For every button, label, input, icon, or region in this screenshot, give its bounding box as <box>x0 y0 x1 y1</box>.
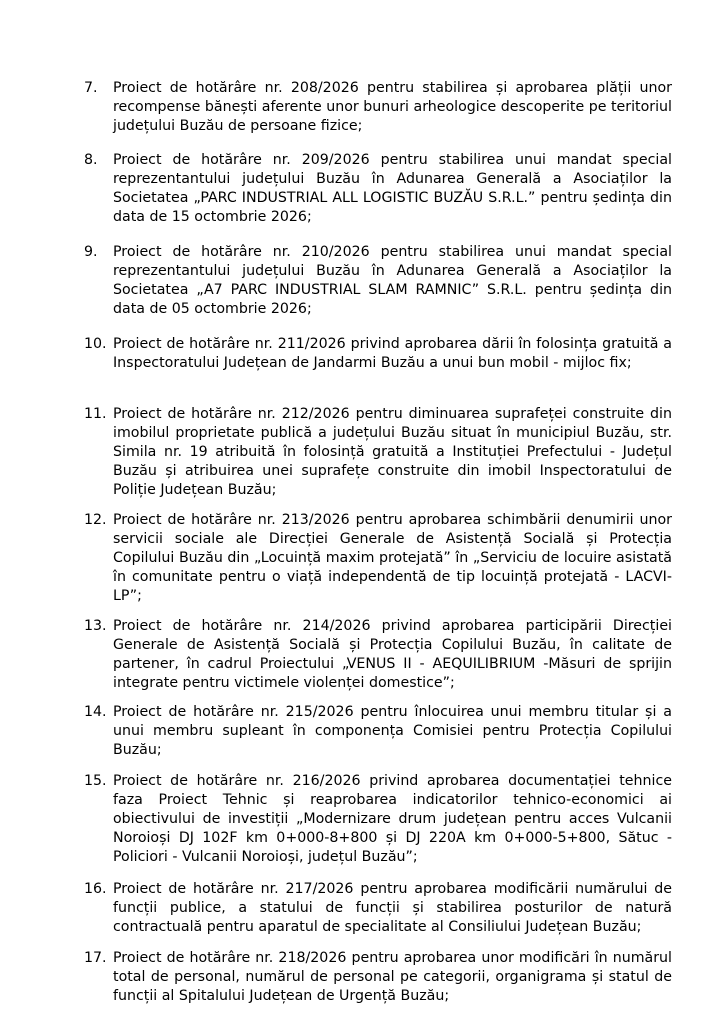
item-number: 14. <box>84 704 107 720</box>
item-text: Proiect de hotărâre nr. 211/2026 privind aprobarea dării în folosința gratuită a Inspectoratului Județean de Jandarmi Buzău a unui bun mobil - mijloc fix; <box>113 336 672 371</box>
item-text: Proiect de hotărâre nr. 208/2026 pentru stabilirea și aprobarea plății unor recompense bănești aferente unor bunuri arheologice descoperite pe teritoriul județului Buzău de persoane fizice; <box>113 80 672 134</box>
item-text: Proiect de hotărâre nr. 217/2026 pentru aprobarea modificării numărului de funcții publice, a statului de funcții și stabilirea posturilor de natură contractuală pentru aparatul de specialitate al Consiliului Județean Buzău; <box>113 881 672 935</box>
item-text: Proiect de hotărâre nr. 213/2026 pentru aprobarea schimbării denumirii unor servicii sociale ale Direcției Generale de Asistență Socială și Protecția Copilului Buzău din „Locuință maxim protejată” în „Serviciu de locuire asistată în comunitate pentru o viață independentă de tip locuință protejată - LACVI-LP”; <box>113 512 672 604</box>
item-number: 7. <box>84 80 98 96</box>
item-number: 13. <box>84 618 107 634</box>
item-number: 9. <box>84 244 98 260</box>
item-number: 11. <box>84 406 107 422</box>
item-number: 10. <box>84 336 107 352</box>
item-text: Proiect de hotărâre nr. 216/2026 privind aprobarea documentației tehnice faza Proiect Tehnic și reaprobarea indicatorilor tehnico-economici ai obiectivului de investiții „Modernizare drum județean pentru acces Vulcanii Noroioși DJ 102F km 0+000-8+800 și DJ 220A km 0+000-5+800, Sătuc - Policiori - Vulcanii Noroioși, județul Buzău”; <box>113 773 672 865</box>
item-text: Proiect de hotărâre nr. 209/2026 pentru stabilirea unui mandat special reprezentantului județului Buzău în Adunarea Generală a Asociaților la Societatea „PARC INDUSTRIAL ALL LOGISTIC BUZĂU S.R.L.” pentru ședința din data de 15 octombrie 2026; <box>113 152 672 225</box>
item-number: 12. <box>84 512 107 528</box>
item-text: Proiect de hotărâre nr. 212/2026 pentru diminuarea suprafeței construite din imobilul proprietate publică a județului Buzău situat în municipiul Buzău, str. Simila nr. 19 atribuită în folosință gratuită a Instituției Prefectului - Județul Buzău și atribuirea unei suprafețe construite din imobil Inspectoratului de Poliție Județean Buzău; <box>113 406 672 498</box>
item-number: 16. <box>84 881 107 897</box>
item-number: 8. <box>84 152 98 168</box>
item-text: Proiect de hotărâre nr. 210/2026 pentru stabilirea unui mandat special reprezentantului județului Buzău în Adunarea Generală a Asociaților la Societatea „A7 PARC INDUSTRIAL SLAM RAMNIC” S.R.L. pentru ședința din data de 05 octombrie 2026; <box>113 244 672 317</box>
item-number: 17. <box>84 950 107 966</box>
item-text: Proiect de hotărâre nr. 215/2026 pentru înlocuirea unui membru titular și a unui membru supleant în componența Comisiei pentru Protecția Copilului Buzău; <box>113 704 672 758</box>
item-number: 15. <box>84 773 107 789</box>
item-text: Proiect de hotărâre nr. 214/2026 privind aprobarea participării Direcției Generale de Asistență Socială și Protecția Copilului Buzău, în calitate de partener, în cadrul Proiectului „VENUS II - AEQUILIBRIUM -Măsuri de sprijin integrate pentru victimele violenței domestice”; <box>113 618 672 691</box>
item-text: Proiect de hotărâre nr. 218/2026 pentru aprobarea unor modificări în numărul total de personal, numărul de personal pe categorii, organigrama și statul de funcții al Spitalului Județean de Urgență Buzău; <box>113 950 672 1004</box>
